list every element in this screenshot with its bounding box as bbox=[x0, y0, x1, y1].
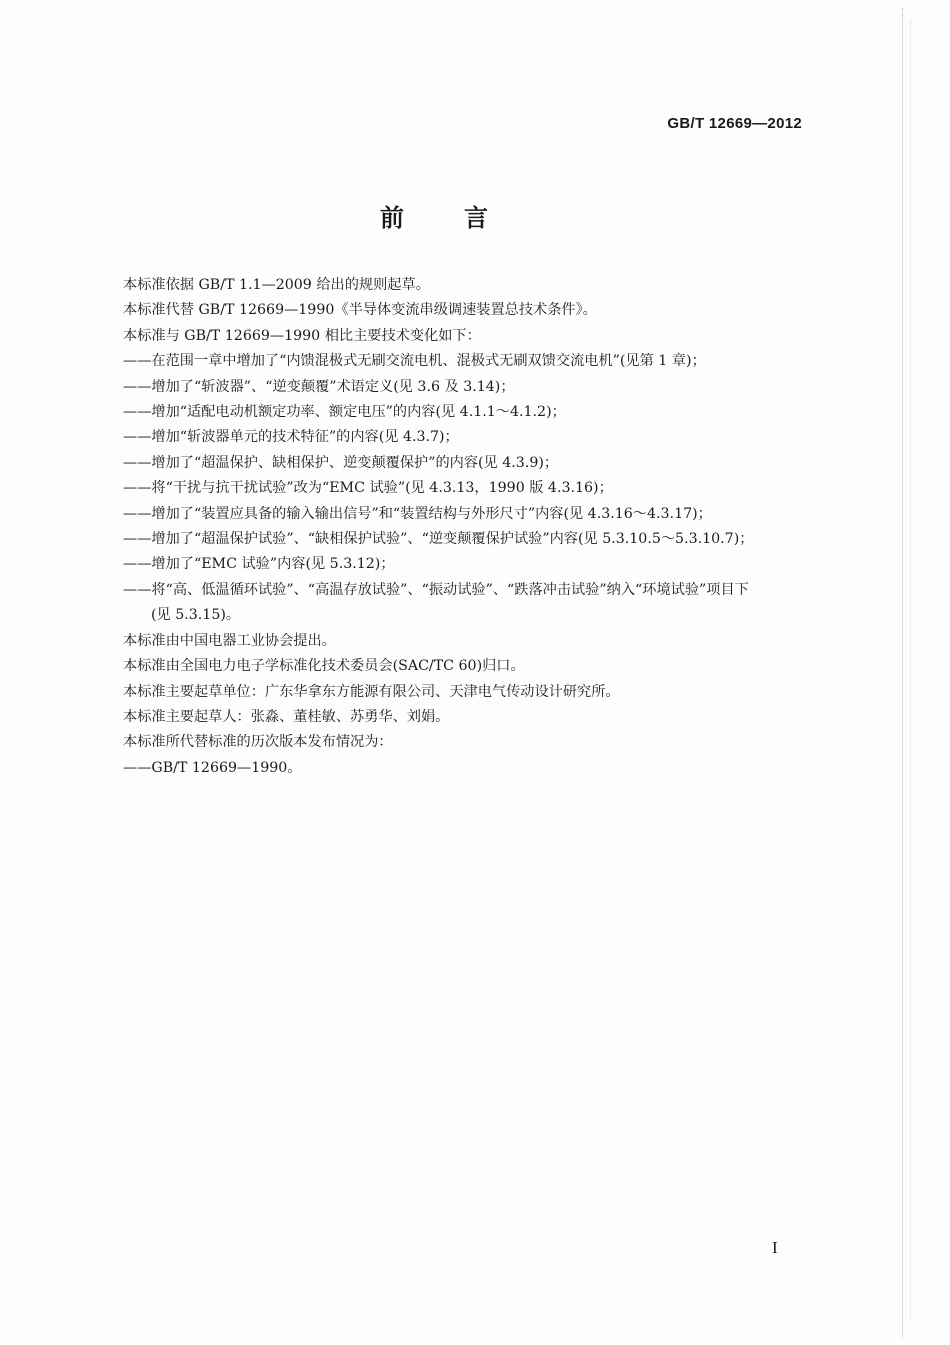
closing-paragraph: 本标准主要起草人：张淼、董桂敏、苏勇华、刘娟。 bbox=[123, 708, 450, 725]
change-item: ——增加“适配电动机额定功率、额定电压”的内容(见 4.1.1～4.1.2)； bbox=[123, 404, 566, 421]
page-title: 前言 bbox=[380, 204, 548, 232]
change-item-last-continuation: (见 5.3.15)。 bbox=[151, 607, 241, 624]
change-item-last: ——将“高、低温循环试验”、“高温存放试验”、“振动试验”、“跌落冲击试验”纳入“环境试验”项目下 bbox=[123, 581, 749, 598]
change-item: ——在范围一章中增加了“内馈混极式无刷交流电机、混极式无刷双馈交流电机”(见第 1 章)； bbox=[123, 353, 706, 370]
closing-paragraph: 本标准主要起草单位：广东华拿东方能源有限公司、天津电气传动设计研究所。 bbox=[123, 683, 620, 700]
change-item: ——增加“斩波器单元的技术特征”的内容(见 4.3.7)； bbox=[123, 429, 459, 446]
change-item: ——增加了“装置应具备的输入输出信号”和“装置结构与外形尺寸”内容(见 4.3.16～4.3.17)； bbox=[123, 505, 712, 522]
scan-edge-line-secondary bbox=[910, 20, 911, 1320]
page-number: I bbox=[772, 1238, 778, 1257]
change-item: ——增加了“超温保护、缺相保护、逆变颠覆保护”的内容(见 4.3.9)； bbox=[123, 454, 559, 471]
closing-paragraph: 本标准由全国电力电子学标准化技术委员会(SAC/TC 60)归口。 bbox=[123, 658, 525, 675]
closing-paragraph: 本标准所代替标准的历次版本发布情况为： bbox=[123, 734, 393, 751]
paragraph: 本标准与 GB/T 12669—1990 相比主要技术变化如下： bbox=[123, 327, 481, 344]
change-item: ——增加了“EMC 试验”内容(见 5.3.12)； bbox=[123, 556, 395, 573]
paragraph: 本标准依据 GB/T 1.1—2009 给出的规则起草。 bbox=[123, 277, 430, 293]
change-item: ——将“干扰与抗干扰试验”改为“EMC 试验”(见 4.3.13，1990 版 4.3.16)； bbox=[123, 480, 613, 497]
change-item: ——增加了“超温保护试验”、“缺相保护试验”、“逆变颠覆保护试验”内容(见 5.3.10.5～5.3.10.7)； bbox=[123, 531, 754, 548]
scan-edge-line bbox=[902, 8, 903, 1338]
change-item: ——增加了“斩波器”、“逆变颠覆”术语定义(见 3.6 及 3.14)； bbox=[123, 378, 515, 395]
closing-paragraph: 本标准由中国电器工业协会提出。 bbox=[123, 632, 336, 649]
standard-code: GB/T 12669—2012 bbox=[667, 115, 802, 132]
paragraph: 本标准代替 GB/T 12669—1990《半导体变流串级调速装置总技术条件》。 bbox=[123, 302, 597, 319]
foreword-body bbox=[123, 273, 813, 781]
history-item: ——GB/T 12669—1990。 bbox=[123, 759, 302, 776]
